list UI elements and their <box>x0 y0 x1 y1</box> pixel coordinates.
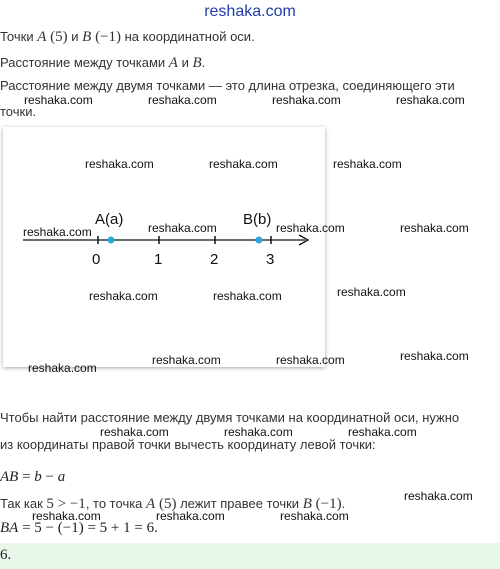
math-5: 5 > −1 <box>46 496 86 512</box>
watermark: reshaka.com <box>32 509 101 523</box>
math-b-value: (−1) <box>311 496 342 512</box>
math-b-value: (−1) <box>91 29 122 45</box>
watermark: reshaka.com <box>400 349 469 363</box>
answer-value: 6. <box>0 547 12 563</box>
method-line-2: из координаты правой точки вычесть координату левой точки: <box>0 437 376 452</box>
math-a: a <box>57 469 66 485</box>
watermark: reshaka.com <box>28 361 97 375</box>
math-ab: AB <box>0 469 19 485</box>
watermark: reshaka.com <box>152 353 221 367</box>
site-title[interactable]: reshaka.com <box>204 3 296 20</box>
definition-line-1: Расстояние между двумя точками — это длина отрезка, соединяющего эти <box>0 78 455 93</box>
tick-label-0: 0 <box>92 251 101 268</box>
point-a-label: A(a) <box>95 211 124 228</box>
watermark: reshaka.com <box>213 289 282 303</box>
point-b-label: B(b) <box>243 211 272 228</box>
watermark: reshaka.com <box>89 289 158 303</box>
watermark: reshaka.com <box>24 93 93 107</box>
math-ba: BA <box>0 520 19 536</box>
watermark: reshaka.com <box>148 221 217 235</box>
text-fragment: на координатной оси. <box>121 29 255 44</box>
method-line-1: Чтобы найти расстояние между двумя точками на координатной оси, нужно <box>0 410 460 425</box>
watermark: reshaka.com <box>23 225 92 239</box>
point-a <box>108 237 115 244</box>
watermark: reshaka.com <box>276 221 345 235</box>
watermark: reshaka.com <box>100 425 169 439</box>
problem-statement <box>0 29 255 46</box>
watermark: reshaka.com <box>224 425 293 439</box>
tick-label-2: 2 <box>210 251 219 268</box>
watermark: reshaka.com <box>400 221 469 235</box>
watermark: reshaka.com <box>276 353 345 367</box>
math-a-value: (5) <box>155 496 177 512</box>
answer-box <box>0 543 500 569</box>
definition-line-2: точки. <box>0 104 37 119</box>
math-ba-calc: = 5 − (−1) = 5 + 1 = 6. <box>18 520 158 536</box>
watermark: reshaka.com <box>337 285 406 299</box>
watermark: reshaka.com <box>156 509 225 523</box>
point-b <box>256 237 263 244</box>
math-eq: = <box>18 469 35 485</box>
math-b: B <box>82 29 92 45</box>
math-minus: − <box>41 469 58 485</box>
text-fragment: Точки <box>0 29 38 44</box>
math-b: B <box>302 496 312 512</box>
math-a-value: (5) <box>46 29 68 45</box>
math-a: A <box>37 29 47 45</box>
watermark: reshaka.com <box>396 93 465 107</box>
math-b: B <box>192 55 202 71</box>
watermark: reshaka.com <box>404 489 473 503</box>
watermark: reshaka.com <box>348 425 417 439</box>
math-a: A <box>168 55 178 71</box>
math-a: A <box>146 496 156 512</box>
watermark: reshaka.com <box>280 509 349 523</box>
tick-label-1: 1 <box>154 251 163 268</box>
watermark: reshaka.com <box>148 93 217 107</box>
watermark: reshaka.com <box>333 157 402 171</box>
tick-label-3: 3 <box>266 251 275 268</box>
watermark: reshaka.com <box>209 157 278 171</box>
question: Расстояние между точками A и B. <box>0 55 206 71</box>
math-b: b <box>34 469 42 485</box>
watermark: reshaka.com <box>272 93 341 107</box>
watermark: reshaka.com <box>85 157 154 171</box>
comparison-line: Так как 5 > −1, то точка A (5) лежит правее точки B (−1). <box>0 496 346 512</box>
formula-ab <box>0 468 65 486</box>
text-fragment: и <box>67 29 83 44</box>
